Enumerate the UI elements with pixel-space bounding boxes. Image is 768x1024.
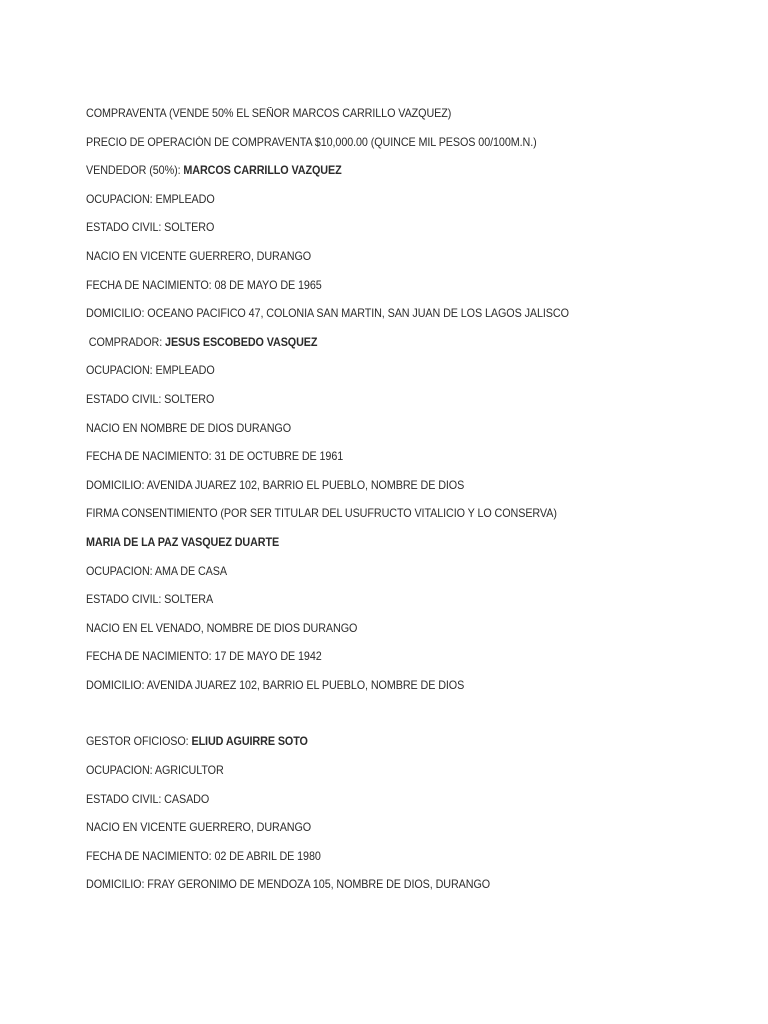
consentimiento-ocupacion: OCUPACION: AMA DE CASA <box>86 564 227 578</box>
gestor-label: GESTOR OFICIOSO: <box>86 735 192 749</box>
vendedor-nacio: NACIO EN VICENTE GUERRERO, DURANGO <box>86 249 312 263</box>
vendedor-estado-civil: ESTADO CIVIL: SOLTERO <box>86 221 215 235</box>
precio-line: PRECIO DE OPERACIÓN DE COMPRAVENTA $10,000.00 (QUINCE MIL PESOS 00/100M.N.) <box>86 135 537 149</box>
gestor-ocupacion: OCUPACION: AGRICULTOR <box>86 764 224 778</box>
comprador-ocupacion: OCUPACION: EMPLEADO <box>86 364 215 378</box>
gestor-estado-civil: ESTADO CIVIL: CASADO <box>86 792 210 806</box>
vendedor-fecha-nacimiento: FECHA DE NACIMIENTO: 08 DE MAYO DE 1965 <box>86 278 322 292</box>
comprador-label: COMPRADOR: <box>88 335 166 349</box>
gestor-domicilio: DOMICILIO: FRAY GERONIMO DE MENDOZA 105, NOMBRE DE DIOS, DURANGO <box>86 878 491 892</box>
consentimiento-estado-civil: ESTADO CIVIL: SOLTERA <box>86 593 214 607</box>
consentimiento-domicilio: DOMICILIO: AVENIDA JUAREZ 102, BARRIO EL PUEBLO, NOMBRE DE DIOS <box>86 678 465 692</box>
document-body <box>86 104 736 904</box>
vendedor-line <box>86 161 691 190</box>
comprador-line <box>86 333 691 362</box>
gestor-nacio: NACIO EN VICENTE GUERRERO, DURANGO <box>86 821 312 835</box>
comprador-name: JESUS ESCOBEDO VASQUEZ <box>165 335 318 349</box>
vendedor-domicilio: DOMICILIO: OCEANO PACIFICO 47, COLONIA SAN MARTIN, SAN JUAN DE LOS LAGOS JALISCO <box>86 307 569 321</box>
vendedor-ocupacion: OCUPACION: EMPLEADO <box>86 192 215 206</box>
gestor-fecha-nacimiento: FECHA DE NACIMIENTO: 02 DE ABRIL DE 1980 <box>86 849 321 863</box>
consentimiento-fecha-nacimiento: FECHA DE NACIMIENTO: 17 DE MAYO DE 1942 <box>86 650 322 664</box>
consentimiento-heading: FIRMA CONSENTIMIENTO (POR SER TITULAR DEL USUFRUCTO VITALICIO Y LO CONSERVA) <box>86 507 557 521</box>
section-spacer <box>86 704 736 732</box>
comprador-fecha-nacimiento: FECHA DE NACIMIENTO: 31 DE OCTUBRE DE 1961 <box>86 450 344 464</box>
gestor-name: ELIUD AGUIRRE SOTO <box>191 735 308 749</box>
consentimiento-name: MARIA DE LA PAZ VASQUEZ DUARTE <box>86 535 280 549</box>
vendedor-label: VENDEDOR (50%): <box>86 164 184 178</box>
vendedor-name: MARCOS CARRILLO VAZQUEZ <box>183 164 342 178</box>
gestor-line <box>86 732 691 761</box>
consentimiento-nacio: NACIO EN EL VENADO, NOMBRE DE DIOS DURANGO <box>86 621 358 635</box>
compraventa-line: COMPRAVENTA (VENDE 50% EL SEÑOR MARCOS CARRILLO VAZQUEZ) <box>86 107 452 120</box>
comprador-estado-civil: ESTADO CIVIL: SOLTERO <box>86 392 215 406</box>
comprador-nacio: NACIO EN NOMBRE DE DIOS DURANGO <box>86 421 292 435</box>
comprador-domicilio: DOMICILIO: AVENIDA JUAREZ 102, BARRIO EL PUEBLO, NOMBRE DE DIOS <box>86 478 465 492</box>
